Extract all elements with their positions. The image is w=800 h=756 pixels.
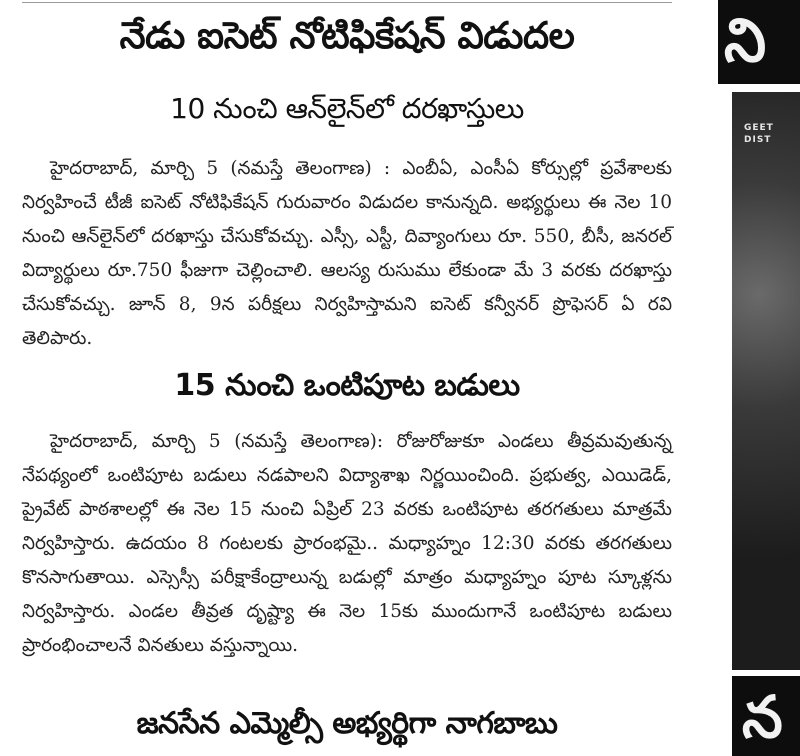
side-photo-caption: GEET DIST xyxy=(744,123,774,145)
article1-headline: నేడు ఐసెట్ నోటిఫికేషన్ విడుదల xyxy=(119,14,575,57)
side-banner-top-text: ని xyxy=(724,6,767,76)
article1-subheadline: 10 నుంచి ఆన్‌లైన్‌లో దరఖాస్తులు xyxy=(170,92,524,125)
article2-body: హైదరాబాద్, మార్చి 5 (నమస్తే తెలంగాణ): రోజురోజుకూ ఎండలు తీవ్రమవుతున్న నేపథ్యంలో ఒంటిపూట బడులు నడపాలని విద్యాశాఖ నిర్ణయించింది. ప్రభుత్వ, ఎయిడెడ్, ప్రైవేట్ పాఠశాలల్లో ఈ నెల 15 నుంచి ఏప్రిల్ 23 వరకు ఒంటిపూట తరగతులు మాత్రమే నిర్వహిస్తారు. ఉదయం 8 గంటలకు ప్రారంభమై.. మధ్యాహ్నం 12:30 వరకు తరగతులు కొనసాగుతాయి. ఎస్సెస్సీ పరీక్షాకేంద్రాలున్న బడుల్లో మాత్రం మధ్యాహ్నం పూట స్కూళ్లను నిర్వహిస్తారు. ఎండల తీవ్రత దృష్ట్యా ఈ నెల 15కు ముందుగానే ఒంటిపూట బడులు ప్రారంభించాలనే వినతులు వస్తున్నాయి. xyxy=(22,431,672,656)
news-column xyxy=(22,0,672,756)
side-banner-top xyxy=(718,0,800,84)
article1-body: హైదరాబాద్, మార్చి 5 (నమస్తే తెలంగాణ) : ఎంబీఏ, ఎంసీఏ కోర్సుల్లో ప్రవేశాలకు నిర్వహించే టీజీ ఐసెట్ నోటిఫికేషన్ గురువారం విడుదల కానున్నది. అభ్యర్థులు ఈ నెల 10 నుంచి ఆన్‌లైన్‌లో దరఖాస్తు చేసుకోవచ్చు. ఎస్సీ, ఎస్టీ, దివ్యాంగులు రూ. 550, బీసీ, జనరల్ విద్యార్థులు రూ.750 ఫీజుగా చెల్లించాలి. ఆలస్య రుసుము లేకుండా మే 3 వరకు దరఖాస్తు చేసుకోవచ్చు. జూన్ 8, 9న పరీక్షలు నిర్వహిస్తామని ఐసెట్ కన్వీనర్ ప్రొఫెసర్ ఏ రవి తెలిపారు. xyxy=(22,158,672,349)
side-banner-bottom-text: న xyxy=(742,683,783,751)
article3-headline: జనసేన ఎమ్మెల్సీ అభ్యర్థిగా నాగబాబు xyxy=(136,706,558,741)
article2-headline: 15 నుంచి ఒంటిపూట బడులు xyxy=(174,368,520,403)
top-rule xyxy=(22,2,672,3)
side-photo xyxy=(732,92,800,670)
